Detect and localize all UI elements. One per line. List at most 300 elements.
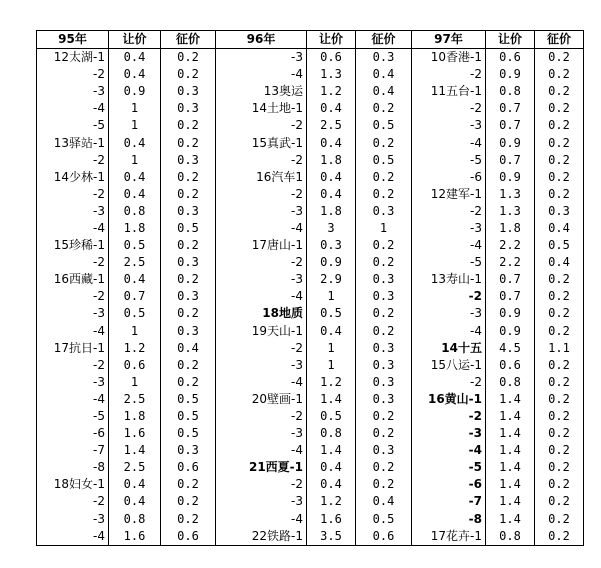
zheng-97-cell: 0.2 xyxy=(548,494,570,509)
rang-96-cell: 1.3 xyxy=(307,66,356,83)
rang-95-cell: 2.5 xyxy=(109,391,161,408)
stamp-96-cell: -4 xyxy=(216,66,307,83)
rang-97-cell: 0.9 xyxy=(486,323,535,340)
stamp-97-cell: 16黄山-1 xyxy=(412,391,486,408)
header-row xyxy=(37,31,584,49)
stamp-95-cell: -5 xyxy=(37,408,109,425)
zheng-95-cell: 0.3 xyxy=(161,288,216,305)
zheng-95-cell: 0.3 xyxy=(161,323,216,340)
header-96: 96年 xyxy=(216,31,307,49)
rang-95-cell: 0.4 xyxy=(109,493,161,510)
stamp-95-cell: -3 xyxy=(37,511,109,528)
zheng-97-cell: 0.2 xyxy=(548,391,570,406)
stamp-96-cell: -2 xyxy=(216,408,307,425)
header-97-zheng: 征价 xyxy=(535,31,584,49)
zheng-95-cell: 0.2 xyxy=(161,476,216,493)
rang-95-cell: 1 xyxy=(109,323,161,340)
table-row xyxy=(37,237,584,254)
rang-96-cell: 0.4 xyxy=(307,186,356,203)
zheng-97-cell: 0.2 xyxy=(548,443,570,458)
rang-97-cell: 0.6 xyxy=(486,357,535,374)
rang-97-cell: 0.8 xyxy=(486,528,535,546)
rang-97-cell: 0.7 xyxy=(486,100,535,117)
zheng-97-cell: 0.2 xyxy=(548,528,570,543)
stamp-97-cell: -3 xyxy=(412,305,486,322)
rang-97-cell: 2.2 xyxy=(486,237,535,254)
zheng-95-cell: 0.2 xyxy=(161,374,216,391)
table-row xyxy=(37,271,584,288)
stamp-95-cell: -2 xyxy=(37,186,109,203)
zheng-95-cell: 0.3 xyxy=(161,83,216,100)
rang-96-cell: 1.6 xyxy=(307,511,356,528)
rang-96-cell: 1.8 xyxy=(307,203,356,220)
zheng-96-cell: 0.2 xyxy=(356,408,412,425)
rang-95-cell: 0.4 xyxy=(109,271,161,288)
table-row xyxy=(37,134,584,151)
table-row xyxy=(37,340,584,357)
stamp-95-cell: -4 xyxy=(37,528,109,546)
zheng-96-cell: 0.5 xyxy=(356,152,412,169)
zheng-96-cell: 0.3 xyxy=(356,357,412,374)
zheng-96-cell: 0.2 xyxy=(356,237,412,254)
zheng-96-cell: 0.4 xyxy=(356,83,412,100)
rang-97-cell: 1.3 xyxy=(486,203,535,220)
rang-96-cell: 0.8 xyxy=(307,425,356,442)
zheng-96-cell: 0.3 xyxy=(356,442,412,459)
zheng-96-cell: 0.2 xyxy=(356,305,412,322)
zheng-97-cell: 0.2 xyxy=(548,152,570,167)
rang-95-cell: 0.4 xyxy=(109,66,161,83)
rang-96-cell: 1 xyxy=(307,288,356,305)
stamp-97-cell: 17花卉-1 xyxy=(412,528,486,546)
zheng-97-cell: 0.2 xyxy=(548,409,570,424)
rang-97-cell: 4.5 xyxy=(486,340,535,357)
rang-97-cell: 2.2 xyxy=(486,254,535,271)
zheng-95-cell: 0.3 xyxy=(161,203,216,220)
zheng-97-cell: 0.4 xyxy=(548,220,570,235)
rang-97-cell: 1.3 xyxy=(486,186,535,203)
stamp-95-cell: -2 xyxy=(37,66,109,83)
stamp-97-cell: 15八运-1 xyxy=(412,357,486,374)
rang-95-cell: 0.4 xyxy=(109,169,161,186)
table-row xyxy=(37,203,584,220)
rang-96-cell: 3.5 xyxy=(307,528,356,546)
stamp-95-cell: -4 xyxy=(37,391,109,408)
stamp-95-cell: -2 xyxy=(37,254,109,271)
rang-97-cell: 1.4 xyxy=(486,391,535,408)
stamp-97-cell: -2 xyxy=(412,100,486,117)
rang-97-cell: 0.9 xyxy=(486,134,535,151)
zheng-97-cell: 0.2 xyxy=(548,169,570,184)
stamp-96-cell: 21西夏-1 xyxy=(216,459,307,476)
stamp-96-cell: 14土地-1 xyxy=(216,100,307,117)
rang-96-cell: 0.4 xyxy=(307,134,356,151)
rang-96-cell: 0.4 xyxy=(307,459,356,476)
zheng-95-cell: 0.3 xyxy=(161,152,216,169)
table-row xyxy=(37,254,584,271)
stamp-96-cell: 17唐山-1 xyxy=(216,237,307,254)
rang-97-cell: 1.4 xyxy=(486,425,535,442)
rang-97-cell: 1.4 xyxy=(486,408,535,425)
rang-95-cell: 1.8 xyxy=(109,220,161,237)
table-row xyxy=(37,408,584,425)
rang-95-cell: 0.4 xyxy=(109,134,161,151)
rang-97-cell: 0.9 xyxy=(486,169,535,186)
rang-95-cell: 1.6 xyxy=(109,528,161,546)
zheng-96-cell: 0.2 xyxy=(356,186,412,203)
zheng-95-cell: 0.3 xyxy=(161,442,216,459)
header-96-zheng: 征价 xyxy=(356,31,412,49)
stamp-97-cell: -2 xyxy=(412,203,486,220)
header-97-rang: 让价 xyxy=(486,31,535,49)
table-row xyxy=(37,493,584,510)
rang-97-cell: 0.9 xyxy=(486,66,535,83)
stamp-95-cell: -3 xyxy=(37,83,109,100)
rang-97-cell: 1.4 xyxy=(486,442,535,459)
stamp-97-cell: -5 xyxy=(412,152,486,169)
stamp-96-cell: -2 xyxy=(216,254,307,271)
zheng-95-cell: 0.5 xyxy=(161,408,216,425)
rang-97-cell: 0.8 xyxy=(486,374,535,391)
rang-95-cell: 1.4 xyxy=(109,442,161,459)
table-row xyxy=(37,49,584,67)
rang-97-cell: 1.4 xyxy=(486,459,535,476)
stamp-95-cell: -4 xyxy=(37,323,109,340)
table-row xyxy=(37,442,584,459)
zheng-96-cell: 0.5 xyxy=(356,117,412,134)
zheng-95-cell: 0.2 xyxy=(161,305,216,322)
stamp-95-cell: 12太湖-1 xyxy=(37,49,109,67)
zheng-97-cell: 0.5 xyxy=(548,238,570,253)
zheng-96-cell: 0.2 xyxy=(356,100,412,117)
stamp-97-cell: -6 xyxy=(412,169,486,186)
rang-96-cell: 1 xyxy=(307,357,356,374)
stamp-97-cell: 14十五 xyxy=(412,340,486,357)
zheng-97-cell: 0.2 xyxy=(548,460,570,475)
stamp-96-cell: -2 xyxy=(216,186,307,203)
zheng-97-cell: 0.2 xyxy=(548,357,570,372)
stamp-97-cell: 11五台-1 xyxy=(412,83,486,100)
stamp-95-cell: 13驿站-1 xyxy=(37,134,109,151)
rang-95-cell: 1 xyxy=(109,374,161,391)
zheng-96-cell: 0.3 xyxy=(356,271,412,288)
rang-97-cell: 1.4 xyxy=(486,476,535,493)
rang-95-cell: 0.6 xyxy=(109,357,161,374)
stamp-96-cell: -2 xyxy=(216,340,307,357)
zheng-95-cell: 0.2 xyxy=(161,66,216,83)
stamp-95-cell: -2 xyxy=(37,493,109,510)
rang-95-cell: 0.4 xyxy=(109,49,161,67)
stamp-97-cell: -3 xyxy=(412,425,486,442)
stamp-96-cell: 18地质 xyxy=(216,305,307,322)
zheng-95-cell: 0.2 xyxy=(161,49,216,67)
rang-96-cell: 1 xyxy=(307,340,356,357)
table-row xyxy=(37,357,584,374)
stamp-97-cell: -4 xyxy=(412,442,486,459)
zheng-96-cell: 0.3 xyxy=(356,340,412,357)
stamp-97-cell: -5 xyxy=(412,459,486,476)
table-row xyxy=(37,323,584,340)
rang-95-cell: 1.8 xyxy=(109,408,161,425)
rang-95-cell: 0.8 xyxy=(109,203,161,220)
stamp-95-cell: -3 xyxy=(37,374,109,391)
stamp-95-cell: 18妇女-1 xyxy=(37,476,109,493)
rang-97-cell: 0.7 xyxy=(486,152,535,169)
rang-97-cell: 0.7 xyxy=(486,271,535,288)
zheng-97-cell: 0.2 xyxy=(548,84,570,99)
zheng-95-cell: 0.2 xyxy=(161,169,216,186)
stamp-97-cell: -5 xyxy=(412,254,486,271)
zheng-95-cell: 0.2 xyxy=(161,357,216,374)
rang-95-cell: 1.2 xyxy=(109,340,161,357)
zheng-95-cell: 0.3 xyxy=(161,254,216,271)
zheng-95-cell: 0.6 xyxy=(161,459,216,476)
zheng-97-cell: 0.2 xyxy=(548,186,570,201)
zheng-95-cell: 0.2 xyxy=(161,237,216,254)
zheng-96-cell: 0.5 xyxy=(356,511,412,528)
stamp-96-cell: -4 xyxy=(216,511,307,528)
stamp-96-cell: -2 xyxy=(216,152,307,169)
rang-96-cell: 0.9 xyxy=(307,254,356,271)
rang-97-cell: 0.6 xyxy=(486,49,535,67)
stamp-95-cell: -4 xyxy=(37,220,109,237)
header-97: 97年 xyxy=(412,31,486,49)
stamp-96-cell: 22铁路-1 xyxy=(216,528,307,546)
stamp-95-cell: -2 xyxy=(37,357,109,374)
zheng-97-cell: 0.2 xyxy=(548,101,570,116)
zheng-97-cell: 0.2 xyxy=(548,272,570,287)
rang-97-cell: 1.8 xyxy=(486,220,535,237)
table-row xyxy=(37,511,584,528)
stamp-95-cell: -4 xyxy=(37,100,109,117)
stamp-97-cell: -8 xyxy=(412,511,486,528)
table-row xyxy=(37,186,584,203)
stamp-95-cell: -8 xyxy=(37,459,109,476)
zheng-95-cell: 0.3 xyxy=(161,100,216,117)
stamp-96-cell: 19天山-1 xyxy=(216,323,307,340)
rang-97-cell: 1.4 xyxy=(486,493,535,510)
zheng-95-cell: 0.5 xyxy=(161,220,216,237)
stamp-97-cell: -2 xyxy=(412,374,486,391)
zheng-97-cell: 0.2 xyxy=(548,511,570,526)
rang-95-cell: 1 xyxy=(109,100,161,117)
header-96-rang: 让价 xyxy=(307,31,356,49)
rang-97-cell: 0.7 xyxy=(486,288,535,305)
rang-95-cell: 0.9 xyxy=(109,83,161,100)
rang-96-cell: 1.2 xyxy=(307,493,356,510)
zheng-96-cell: 0.3 xyxy=(356,391,412,408)
stamp-96-cell: -4 xyxy=(216,442,307,459)
zheng-97-cell: 0.2 xyxy=(548,374,570,389)
zheng-96-cell: 0.2 xyxy=(356,169,412,186)
table-row xyxy=(37,117,584,134)
rang-95-cell: 0.4 xyxy=(109,476,161,493)
zheng-97-cell: 0.2 xyxy=(548,135,570,150)
stamp-95-cell: -2 xyxy=(37,288,109,305)
rang-96-cell: 1.4 xyxy=(307,391,356,408)
rang-96-cell: 0.4 xyxy=(307,476,356,493)
zheng-95-cell: 0.2 xyxy=(161,493,216,510)
rang-95-cell: 2.5 xyxy=(109,254,161,271)
table-row xyxy=(37,288,584,305)
rang-95-cell: 2.5 xyxy=(109,459,161,476)
rang-95-cell: 1 xyxy=(109,117,161,134)
rang-96-cell: 0.5 xyxy=(307,305,356,322)
table-row xyxy=(37,66,584,83)
zheng-96-cell: 0.4 xyxy=(356,66,412,83)
table-row xyxy=(37,169,584,186)
rang-95-cell: 0.4 xyxy=(109,186,161,203)
rang-95-cell: 1 xyxy=(109,152,161,169)
zheng-95-cell: 0.4 xyxy=(161,340,216,357)
stamp-95-cell: -3 xyxy=(37,203,109,220)
stamp-96-cell: -4 xyxy=(216,374,307,391)
rang-96-cell: 0.4 xyxy=(307,169,356,186)
rang-96-cell: 0.6 xyxy=(307,49,356,67)
table-row xyxy=(37,459,584,476)
zheng-95-cell: 0.2 xyxy=(161,134,216,151)
rang-96-cell: 2.9 xyxy=(307,271,356,288)
stamp-97-cell: -2 xyxy=(412,408,486,425)
rang-97-cell: 0.7 xyxy=(486,117,535,134)
rang-96-cell: 0.5 xyxy=(307,408,356,425)
table-row xyxy=(37,220,584,237)
rang-95-cell: 0.8 xyxy=(109,511,161,528)
rang-97-cell: 1.4 xyxy=(486,511,535,528)
zheng-95-cell: 0.5 xyxy=(161,425,216,442)
zheng-97-cell: 0.2 xyxy=(548,50,570,65)
rang-96-cell: 1.4 xyxy=(307,442,356,459)
stamp-96-cell: -3 xyxy=(216,271,307,288)
zheng-95-cell: 0.2 xyxy=(161,186,216,203)
zheng-97-cell: 0.2 xyxy=(548,118,570,133)
zheng-96-cell: 0.3 xyxy=(356,203,412,220)
rang-96-cell: 1.2 xyxy=(307,83,356,100)
rang-96-cell: 0.4 xyxy=(307,323,356,340)
table-row xyxy=(37,374,584,391)
stamp-95-cell: 16西藏-1 xyxy=(37,271,109,288)
stamp-96-cell: 16汽车1 xyxy=(216,169,307,186)
zheng-97-cell: 0.4 xyxy=(548,255,570,270)
header-95-rang: 让价 xyxy=(109,31,161,49)
zheng-97-cell: 0.2 xyxy=(548,289,570,304)
stamp-96-cell: -3 xyxy=(216,357,307,374)
rang-96-cell: 1.8 xyxy=(307,152,356,169)
stamp-97-cell: 12建军-1 xyxy=(412,186,486,203)
zheng-96-cell: 0.2 xyxy=(356,459,412,476)
zheng-96-cell: 0.2 xyxy=(356,254,412,271)
stamp-96-cell: -3 xyxy=(216,49,307,67)
stamp-95-cell: 17抗日-1 xyxy=(37,340,109,357)
stamp-97-cell: -3 xyxy=(412,117,486,134)
zheng-96-cell: 0.3 xyxy=(356,374,412,391)
rang-95-cell: 0.5 xyxy=(109,237,161,254)
zheng-96-cell: 1 xyxy=(356,220,412,237)
stamp-95-cell: -6 xyxy=(37,425,109,442)
stamp-96-cell: -3 xyxy=(216,203,307,220)
rang-95-cell: 1.6 xyxy=(109,425,161,442)
zheng-96-cell: 0.2 xyxy=(356,425,412,442)
zheng-97-cell: 0.2 xyxy=(548,67,570,82)
stamp-97-cell: 13寿山-1 xyxy=(412,271,486,288)
stamp-97-cell: -4 xyxy=(412,237,486,254)
table-row xyxy=(37,476,584,493)
rang-96-cell: 0.4 xyxy=(307,100,356,117)
stamp-96-cell: -3 xyxy=(216,425,307,442)
zheng-97-cell: 0.3 xyxy=(548,203,570,218)
stamp-95-cell: -7 xyxy=(37,442,109,459)
stamp-95-cell: -5 xyxy=(37,117,109,134)
zheng-97-cell: 0.2 xyxy=(548,426,570,441)
rang-96-cell: 2.5 xyxy=(307,117,356,134)
zheng-95-cell: 0.2 xyxy=(161,271,216,288)
table-row xyxy=(37,152,584,169)
stamp-96-cell: 15真武-1 xyxy=(216,134,307,151)
table-row xyxy=(37,425,584,442)
zheng-96-cell: 0.3 xyxy=(356,49,412,67)
stamp-97-cell: -4 xyxy=(412,134,486,151)
stamp-96-cell: -3 xyxy=(216,493,307,510)
stamp-97-cell: -3 xyxy=(412,220,486,237)
stamp-96-cell: -2 xyxy=(216,117,307,134)
zheng-95-cell: 0.5 xyxy=(161,391,216,408)
stamp-97-cell: -6 xyxy=(412,476,486,493)
zheng-96-cell: 0.2 xyxy=(356,134,412,151)
zheng-96-cell: 0.2 xyxy=(356,476,412,493)
stamp-95-cell: -3 xyxy=(37,305,109,322)
price-table xyxy=(36,30,584,546)
stamp-96-cell: -2 xyxy=(216,476,307,493)
rang-95-cell: 0.5 xyxy=(109,305,161,322)
header-95: 95年 xyxy=(37,31,109,49)
table-row xyxy=(37,305,584,322)
rang-96-cell: 3 xyxy=(307,220,356,237)
stamp-97-cell: -4 xyxy=(412,323,486,340)
stamp-97-cell: -7 xyxy=(412,493,486,510)
zheng-95-cell: 0.2 xyxy=(161,511,216,528)
zheng-95-cell: 0.2 xyxy=(161,117,216,134)
stamp-96-cell: -4 xyxy=(216,288,307,305)
stamp-96-cell: 13奥运 xyxy=(216,83,307,100)
zheng-97-cell: 0.2 xyxy=(548,306,570,321)
rang-96-cell: 1.2 xyxy=(307,374,356,391)
rang-95-cell: 0.7 xyxy=(109,288,161,305)
zheng-97-cell: 0.2 xyxy=(548,323,570,338)
stamp-96-cell: -4 xyxy=(216,220,307,237)
stamp-97-cell: -2 xyxy=(412,66,486,83)
stamp-95-cell: 15珍稀-1 xyxy=(37,237,109,254)
table-row xyxy=(37,83,584,100)
stamp-95-cell: -2 xyxy=(37,152,109,169)
stamp-97-cell: -2 xyxy=(412,288,486,305)
zheng-97-cell: 1.1 xyxy=(548,340,570,355)
stamp-97-cell: 10香港-1 xyxy=(412,49,486,67)
header-95-zheng: 征价 xyxy=(161,31,216,49)
stamp-96-cell: 20壁画-1 xyxy=(216,391,307,408)
table-row xyxy=(37,100,584,117)
rang-97-cell: 0.9 xyxy=(486,305,535,322)
table-row xyxy=(37,391,584,408)
stamp-95-cell: 14少林-1 xyxy=(37,169,109,186)
zheng-96-cell: 0.4 xyxy=(356,493,412,510)
zheng-96-cell: 0.3 xyxy=(356,288,412,305)
zheng-96-cell: 0.6 xyxy=(356,528,412,546)
table-row xyxy=(37,528,584,546)
rang-97-cell: 0.8 xyxy=(486,83,535,100)
zheng-97-cell: 0.2 xyxy=(548,477,570,492)
rang-96-cell: 0.3 xyxy=(307,237,356,254)
zheng-96-cell: 0.2 xyxy=(356,323,412,340)
